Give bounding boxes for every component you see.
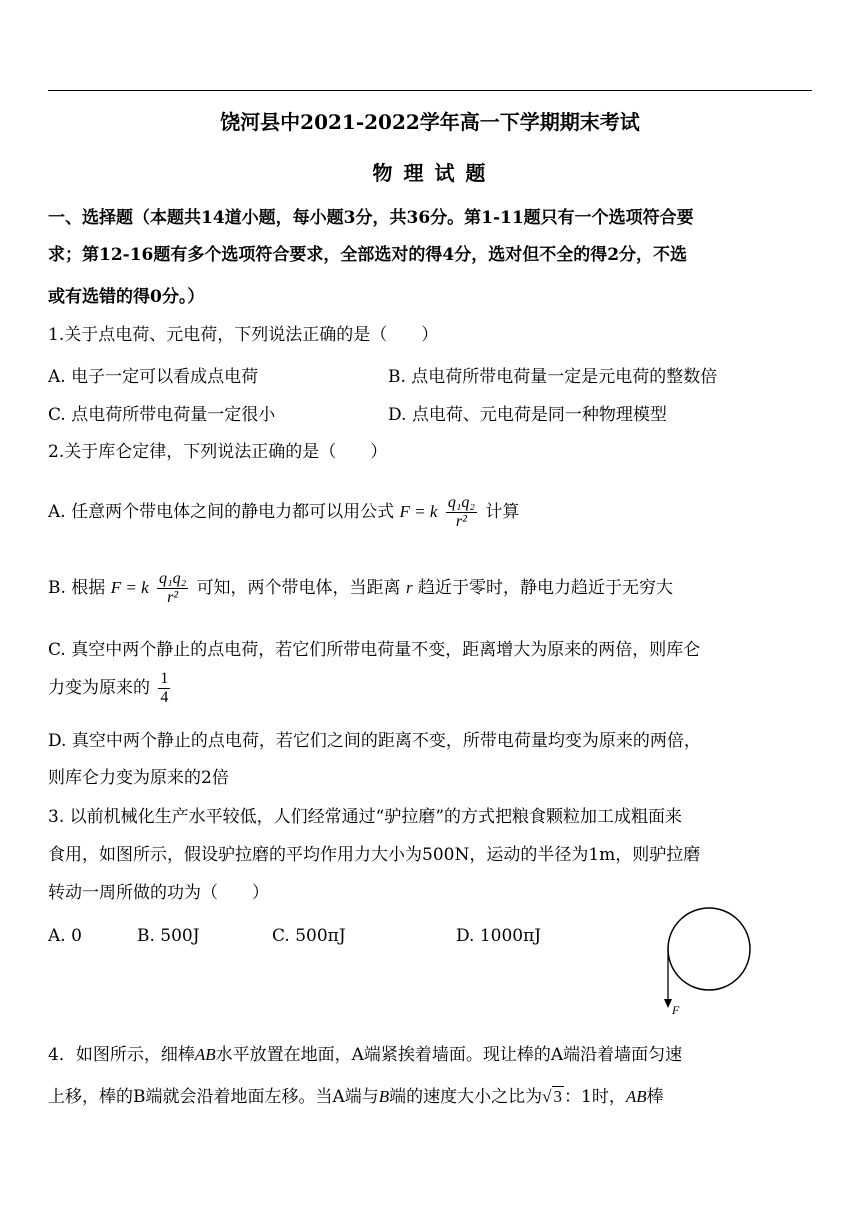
- millstone-circle: [668, 908, 750, 990]
- q2-b-text-end: 趋近于零时，静电力趋近于无穷大: [418, 578, 673, 598]
- q4-var-b: B: [378, 1087, 390, 1106]
- q4-text-2: 水平放置在地面，A端紧挨着墙面。现让棒的A端沿着墙面匀速: [215, 1045, 683, 1065]
- force-label: F: [672, 1003, 680, 1017]
- q2-a-formula-den: r²: [455, 513, 467, 530]
- section-instructions-line1: 一、选择题（本题共14道小题，每小题3分，共36分。第1-11题只有一个选项符合要: [48, 208, 694, 228]
- q2-c-fraction: [158, 670, 170, 707]
- q2-b-formula-den: r²: [167, 589, 179, 606]
- q2-b-formula-num: q₁q₂: [159, 570, 187, 587]
- question-3-line3: 转动一周所做的功为（ ）: [48, 883, 269, 903]
- section-instructions-line2: 求；第12-16题有多个选项符合要求，全部选对的得4分，选对但不全的得2分，不选: [48, 245, 688, 265]
- q4-text-4: 端的速度大小之比为: [389, 1087, 543, 1107]
- q4-text-3: 上移，棒的B端就会沿着地面左移。当A端与: [48, 1087, 379, 1107]
- millstone-diagram: [655, 898, 765, 1020]
- q2-c-text: 力变为原来的: [48, 678, 150, 698]
- question-4-line1: [48, 1043, 682, 1067]
- q4-text-6: 棒: [646, 1087, 664, 1107]
- q3-option-d: D. 1000πJ: [456, 926, 542, 946]
- q2-a-text: A. 任意两个带电体之间的静电力都可以用公式: [48, 502, 395, 522]
- exam-subtitle: 物 理 试 题: [372, 161, 488, 185]
- q1-option-b: B. 点电荷所带电荷量一定是元电荷的整数倍: [388, 367, 718, 387]
- q1-option-c: C. 点电荷所带电荷量一定很小: [48, 405, 276, 425]
- q3-option-b: B. 500J: [137, 926, 200, 946]
- force-arrowhead: [664, 999, 672, 1008]
- q3-option-c: C. 500πJ: [272, 926, 346, 946]
- q4-text-5: ：1时，: [564, 1087, 626, 1107]
- q2-c-fraction-den: 4: [160, 689, 169, 706]
- q2-option-c-line2: [48, 668, 173, 708]
- q2-c-fraction-num: 1: [160, 670, 169, 687]
- q3-option-a: A. 0: [48, 926, 82, 946]
- q2-option-d-line2: 则库仑力变为原来的2倍: [48, 768, 229, 788]
- question-3-line1: 3. 以前机械化生产水平较低，人们经常通过“驴拉磨”的方式把粮食颗粒加工成粗面来: [48, 807, 683, 827]
- exam-title: 饶河县中2021-2022学年高一下学期期末考试: [220, 110, 640, 134]
- q2-a-text-end: 计算: [485, 502, 520, 522]
- q4-sqrt: √ 3: [542, 1087, 563, 1106]
- q2-option-a: [48, 492, 519, 532]
- q2-option-c-line1: C. 真空中两个静止的点电荷，若它们所带电荷量不变，距离增大为原来的两倍，则库仑: [48, 640, 701, 660]
- question-2-stem: 2.关于库仑定律，下列说法正确的是（ ）: [48, 442, 388, 462]
- question-3-line2: 食用，如图所示，假设驴拉磨的平均作用力大小为500N，运动的半径为1m，则驴拉磨: [48, 845, 701, 865]
- q2-b-formula-fraction: [157, 570, 188, 607]
- top-rule: [48, 90, 812, 91]
- q2-b-formula-lhs: F = k: [110, 578, 149, 597]
- section-instructions-line3: 或有选错的得0分。）: [48, 287, 205, 307]
- question-1-stem: 1.关于点电荷、元电荷，下列说法正确的是（ ）: [48, 325, 439, 345]
- q2-option-b: [48, 568, 673, 608]
- q2-a-formula-fraction: [446, 494, 477, 531]
- question-4-line2: [48, 1085, 664, 1109]
- q2-b-text-mid: 可知，两个带电体，当距离: [196, 578, 401, 598]
- q2-option-d-line1: D. 真空中两个静止的点电荷，若它们之间的距离不变，所带电荷量均变为原来的两倍，: [48, 731, 701, 751]
- q4-text-1: 4．如图所示，细棒: [48, 1045, 195, 1065]
- q2-a-formula-lhs: F = k: [399, 502, 438, 521]
- q4-sqrt-radicand: 3: [553, 1087, 563, 1106]
- q2-b-var-r: r: [405, 578, 413, 597]
- q1-option-a: A. 电子一定可以看成点电荷: [48, 367, 259, 387]
- q4-var-ab-2: AB: [625, 1087, 647, 1106]
- q4-var-ab: AB: [194, 1045, 216, 1064]
- q2-a-formula-num: q₁q₂: [447, 494, 475, 511]
- q2-b-text: B. 根据: [48, 578, 106, 598]
- q1-option-d: D. 点电荷、元电荷是同一种物理模型: [388, 405, 667, 425]
